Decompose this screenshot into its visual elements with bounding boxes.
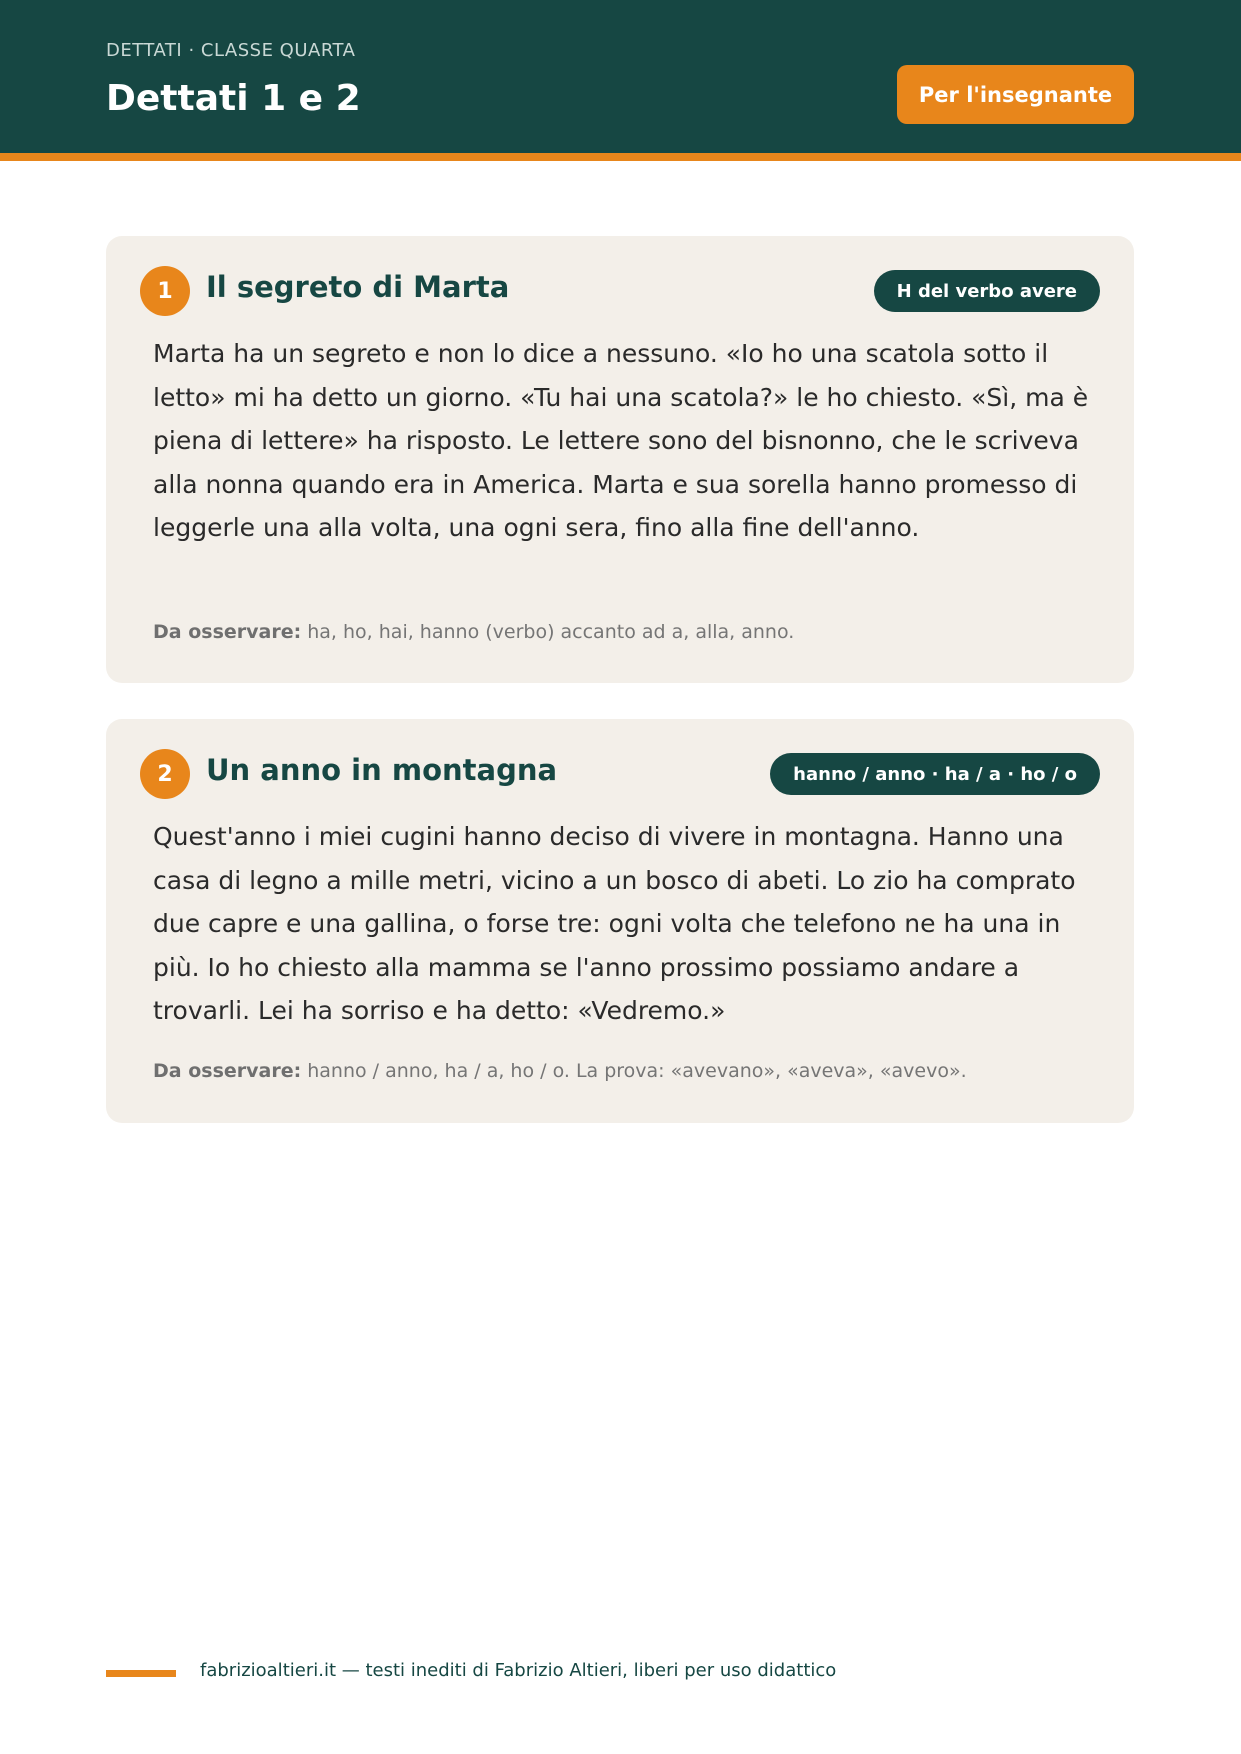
dictation-title: Il segreto di Marta (206, 270, 510, 304)
dictation-note (153, 1060, 967, 1082)
dictation-note (153, 621, 794, 643)
dictation-tag: hanno / anno · ha / a · ho / o (770, 753, 1100, 795)
note-text: hanno / anno, ha / a, ho / o. La prova: «avevano», «aveva», «avevo». (301, 1060, 967, 1082)
dictation-card-2 (106, 719, 1134, 1123)
page-title: Dettati 1 e 2 (106, 78, 361, 119)
dictation-tag: H del verbo avere (874, 270, 1100, 312)
dictation-card-1 (106, 236, 1134, 683)
note-text: ha, ho, hai, hanno (verbo) accanto ad a, alla, anno. (301, 621, 795, 643)
header-eyebrow: DETTATI · CLASSE QUARTA (106, 40, 356, 61)
dictation-number-badge: 2 (140, 749, 190, 799)
footer-text[interactable]: fabrizioaltieri.it — testi inediti di Fabrizio Altieri, liberi per uso didattico (200, 1660, 837, 1681)
note-label: Da osservare: (153, 621, 302, 643)
dictation-number-badge: 1 (140, 266, 190, 316)
note-label: Da osservare: (153, 1060, 302, 1082)
page-header (0, 0, 1241, 161)
dictation-title: Un anno in montagna (206, 753, 558, 787)
dictation-text: Quest'anno i miei cugini hanno deciso di vivere in montagna. Hanno una casa di legno a mille metri, vicino a un bosco di abeti. Lo zio ha comprato due capre e una gallina, o forse tre: ogni volta che telefono ne ha una in più. Io ho chiesto alla mamma se l'anno prossimo possiamo andare a trovarli. Lei ha sorriso e ha detto: «Vedremo.» (153, 822, 1076, 1025)
footer-accent-bar (106, 1670, 176, 1677)
teacher-button[interactable]: Per l'insegnante (897, 65, 1134, 124)
dictation-text: Marta ha un segreto e non lo dice a nessuno. «Io ho una scatola sotto il letto» mi ha detto un giorno. «Tu hai una scatola?» le ho chiesto. «Sì, ma è piena di lettere» ha risposto. Le lettere sono del bisnonno, che le scriveva alla nonna quando era in America. Marta e sua sorella hanno promesso di leggerle una alla volta, una ogni sera, fino alla fine dell'anno. (153, 339, 1089, 542)
